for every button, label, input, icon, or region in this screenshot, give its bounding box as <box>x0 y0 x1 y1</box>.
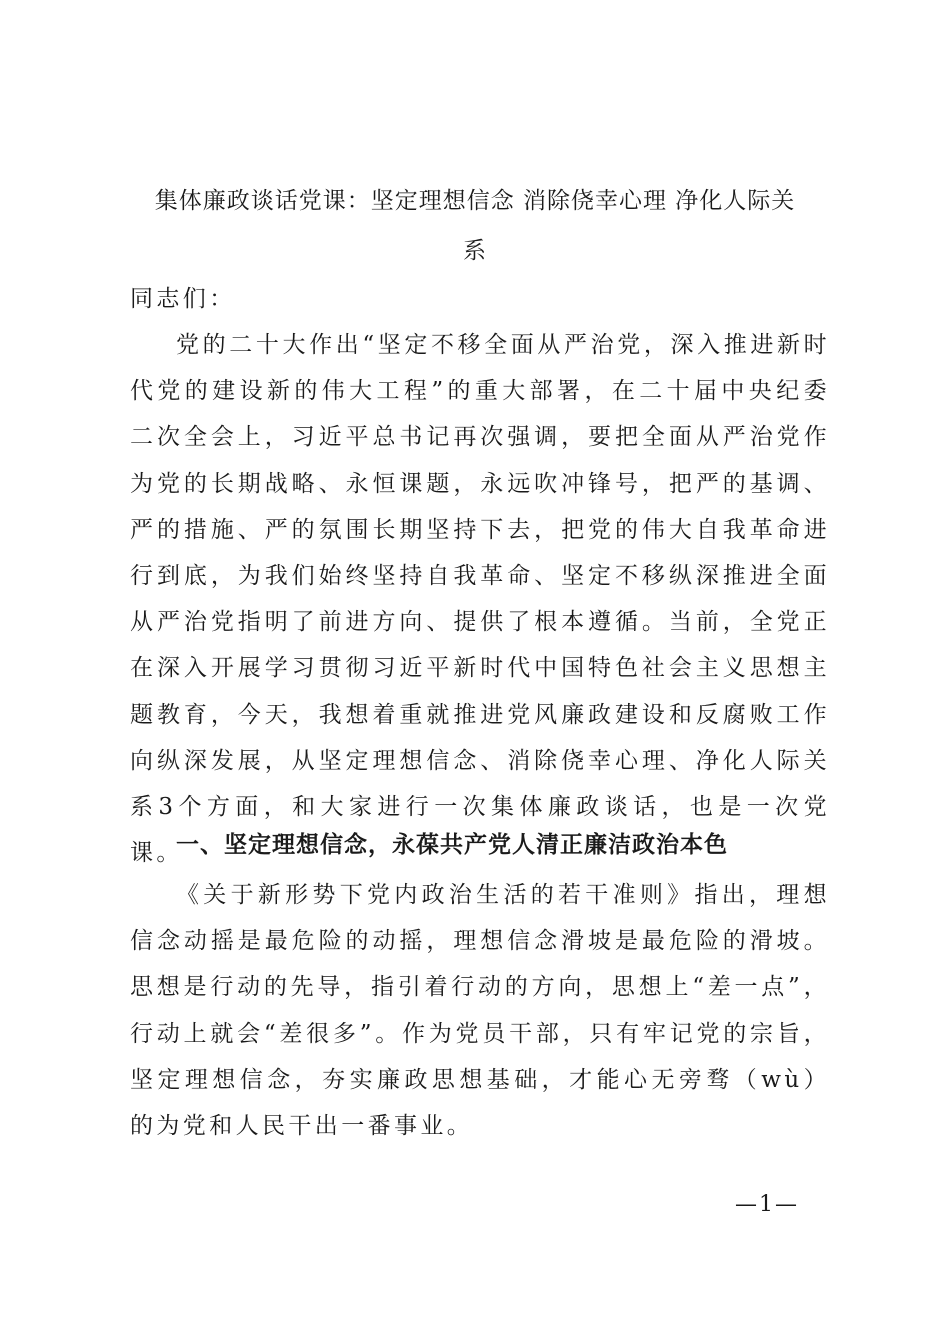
page-number: —1— <box>735 1192 799 1217</box>
salutation: 同志们： <box>130 286 236 312</box>
document-title-line-2: 系 <box>463 238 487 264</box>
section-heading-1: 一、坚定理想信念，永葆共产党人清正廉洁政治本色 <box>176 832 728 858</box>
paragraph-intro: 党的二十大作出“坚定不移全面从严治党，深入推进新时代党的建设新的伟大工程”的重大部署，在二十届中央纪委二次全会上，习近平总书记再次强调，要把全面从严治党作为党的长期战略、永恒课题，永远吹冲锋号，把严的基调、严的措施、严的氛围长期坚持下去，把党的伟大自我革命进行到底，为我们始终坚持自我革命、坚定不移纵深推进全面从严治党指明了前进方向、提供了根本遵循。当前，全党正在深入开展学习贯彻习近平新时代中国特色社会主义思想主题教育，今天，我想着重就推进党风廉政建设和反腐败工作向纵深发展，从坚定理想信念、消除侥幸心理、净化人际关系3个方面，和大家进行一次集体廉政谈话，也是一次党课。 <box>130 332 830 867</box>
document-title-line-1: 集体廉政谈话党课：坚定理想信念 消除侥幸心理 净化人际关 <box>154 188 796 214</box>
paragraph-section-1: 《关于新形势下党内政治生活的若干准则》指出，理想信念动摇是最危险的动摇，理想信念滑坡是最危险的滑坡。思想是行动的先导，指引着行动的方向，思想上“差一点”，行动上就会“差很多”。作为党员干部，只有牢记党的宗旨，坚定理想信念，夯实廉政思想基础，才能心无旁骛（wù）的为党和人民干出一番事业。 <box>130 882 830 1140</box>
